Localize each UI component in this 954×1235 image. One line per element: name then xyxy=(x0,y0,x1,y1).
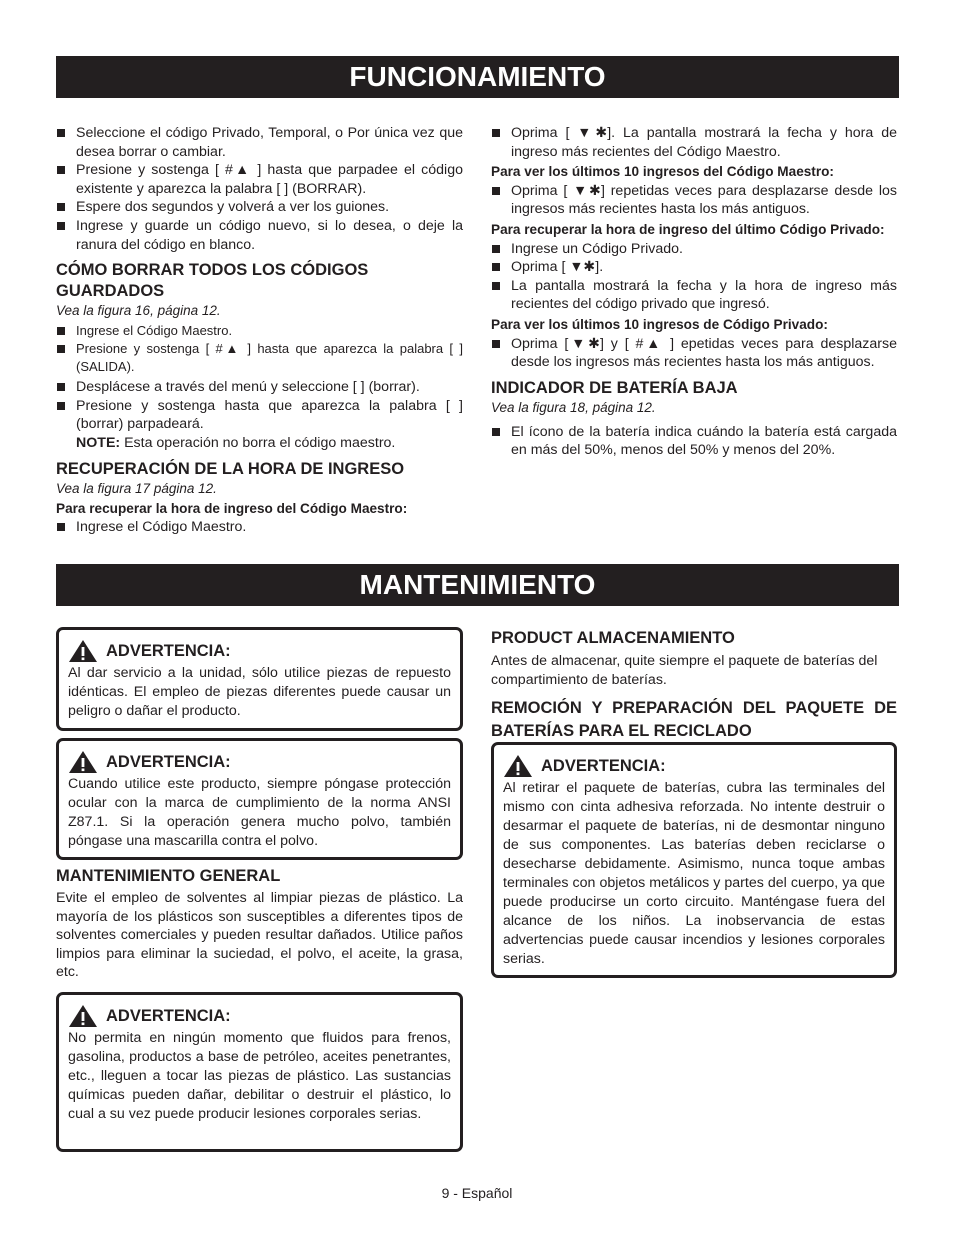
warning-box xyxy=(491,742,897,978)
list-item: Oprima [ ▼✱]. La pantalla mostrará la fecha y hora de ingreso más recientes del Código Maestro. xyxy=(491,124,897,161)
maintenance-right-column xyxy=(491,622,897,743)
figure-reference: Vea la figura 16, página 12. xyxy=(56,303,221,319)
list-item: Desplácese a través del menú y seleccione [ ] (borrar). xyxy=(56,378,463,397)
list-item: El ícono de la batería indica cuándo la batería está cargada en más del 50%, menos del 50% y menos del 20%. xyxy=(491,423,897,460)
subheading: Para recuperar la hora de ingreso del Código Maestro: xyxy=(56,500,408,516)
warning-box xyxy=(56,738,463,860)
note xyxy=(56,434,463,453)
warning-triangle-icon xyxy=(68,750,98,774)
operation-left-column xyxy=(56,124,463,537)
list-item: Ingrese el Código Maestro. xyxy=(56,322,463,340)
paragraph: Evite el empleo de solventes al limpiar piezas de plástico. La mayoría de los plásticos son susceptibles a diferentes tipos de solventes comerciales y pueden resultar dañados. Utilice paños limpios para eliminar la suciedad, el polvo, el aceite, la grasa, etc. xyxy=(56,890,463,981)
list-item: La pantalla mostrará la fecha y la hora de ingreso más recientes del código privado que ingresó. xyxy=(491,277,897,314)
note-label: NOTE: xyxy=(76,434,121,451)
warning-text: No permita en ningún momento que fluidos para frenos, gasolina, productos a base de petróleo, aceites penetrantes, etc., lleguen a tocar las piezas de plástico. Las sustancias químicas pueden dañar, debilitar o destruir el plástico, lo cual a su vez puede producir lesiones corporales serias. xyxy=(68,1030,451,1122)
subheading: Para ver los últimos 10 ingresos de Código Privado: xyxy=(491,316,828,332)
warning-title xyxy=(68,638,451,664)
subheading: Para recuperar la hora de ingreso del último Código Privado: xyxy=(491,221,885,237)
warning-triangle-icon xyxy=(503,754,533,778)
list-item: Presione y sostenga hasta que aparezca la palabra [ ] (borrar) parpadeará. xyxy=(56,397,463,434)
figure-reference: Vea la figura 17 página 12. xyxy=(56,480,217,496)
list-item: Presione y sostenga [ #▲ ] hasta que parpadee el código existente y aparezca la palabra [ ] (BORRAR). xyxy=(56,161,463,198)
warning-title xyxy=(68,749,451,775)
operation-right-column xyxy=(491,124,897,460)
page-number: 9 - Español xyxy=(441,1185,513,1201)
list-item: Ingrese un Código Privado. xyxy=(491,240,897,259)
warning-title-text: ADVERTENCIA: xyxy=(106,752,231,771)
subheading: Para ver los últimos 10 ingresos del Código Maestro: xyxy=(491,164,834,180)
list-item: Oprima [▼✱] y [ #▲ ] epetidas veces para desplazarse desde los ingresos más recientes hasta los más antiguos. xyxy=(491,335,897,372)
warning-title xyxy=(503,753,885,779)
heading-storage: PRODUCT ALMACENAMIENTO xyxy=(491,629,735,647)
warning-triangle-icon xyxy=(68,1004,98,1028)
warning-title-text: ADVERTENCIA: xyxy=(106,641,231,660)
warning-title-text: ADVERTENCIA: xyxy=(541,756,666,775)
list-item: Presione y sostenga [ #▲ ] hasta que aparezca la palabra [ ] (SALIDA). xyxy=(56,340,463,376)
heading-general-maintenance: MANTENIMIENTO GENERAL xyxy=(56,867,281,885)
paragraph: Antes de almacenar, quite siempre el paquete de baterías del compartimiento de baterías. xyxy=(491,653,878,688)
warning-triangle-icon xyxy=(68,639,98,663)
heading-entry-time-recovery: RECUPERACIÓN DE LA HORA DE INGRESO xyxy=(56,459,405,478)
list-item: Oprima [ ▼✱] repetidas veces para desplazarse desde los ingresos más recientes hasta los más antiguos. xyxy=(491,182,897,219)
heading-battery-recycling: REMOCIÓN Y PREPARACIÓN DEL PAQUETE DE BATERÍAS PARA EL RECICLADO xyxy=(491,699,897,741)
list-item: Seleccione el código Privado, Temporal, o Por única vez que desea borrar o cambiar. xyxy=(56,124,463,161)
warning-title-text: ADVERTENCIA: xyxy=(106,1006,231,1025)
figure-reference: Vea la figura 18, página 12. xyxy=(491,399,656,415)
warning-text: Al dar servicio a la unidad, sólo utilice piezas de repuesto idénticas. El empleo de piezas diferentes puede causar un peligro o dañar el producto. xyxy=(68,665,451,719)
list-item: Oprima [ ▼✱]. xyxy=(491,258,897,277)
list-item: Ingrese el Código Maestro. xyxy=(56,518,463,537)
heading-clear-all-codes: CÓMO BORRAR TODOS LOS CÓDIGOS GUARDADOS xyxy=(56,261,369,301)
section-title-mantenimiento: MANTENIMIENTO xyxy=(56,564,899,606)
warning-text: Cuando utilice este producto, siempre póngase protección ocular con la marca de cumplimiento de la norma ANSI Z87.1. Si la operación genera mucho polvo, también póngase una mascarilla contra el polvo. xyxy=(68,776,451,849)
note-text: Esta operación no borra el código maestro. xyxy=(120,434,396,451)
warning-box xyxy=(56,992,463,1152)
list-item: Espere dos segundos y volverá a ver los guiones. xyxy=(56,198,463,217)
general-maintenance xyxy=(56,866,463,982)
list-item: Ingrese y guarde un código nuevo, si lo desea, o deje la ranura del código en blanco. xyxy=(56,217,463,254)
warning-text: Al retirar el paquete de baterías, cubra las terminales del mismo con cinta adhesiva reforzada. No intente destruir o desarmar el paquete de baterías, ni de desmontar ninguno de sus componentes. Las baterías deben reciclarse o desecharse debidamente. Asimismo, nunca toque ambas terminales con objetos metálicos y partes del cuerpo, ya que puede producirse un corto circuito. Manténgase fuera del alcance de los niños. La inobservancia de estas advertencias puede causar incendios y lesiones corporales serias. xyxy=(503,780,885,967)
warning-title xyxy=(68,1003,451,1029)
warning-box xyxy=(56,627,463,731)
heading-low-battery: INDICADOR DE BATERÍA BAJA xyxy=(491,378,738,397)
section-title-funcionamiento: FUNCIONAMIENTO xyxy=(56,56,899,98)
